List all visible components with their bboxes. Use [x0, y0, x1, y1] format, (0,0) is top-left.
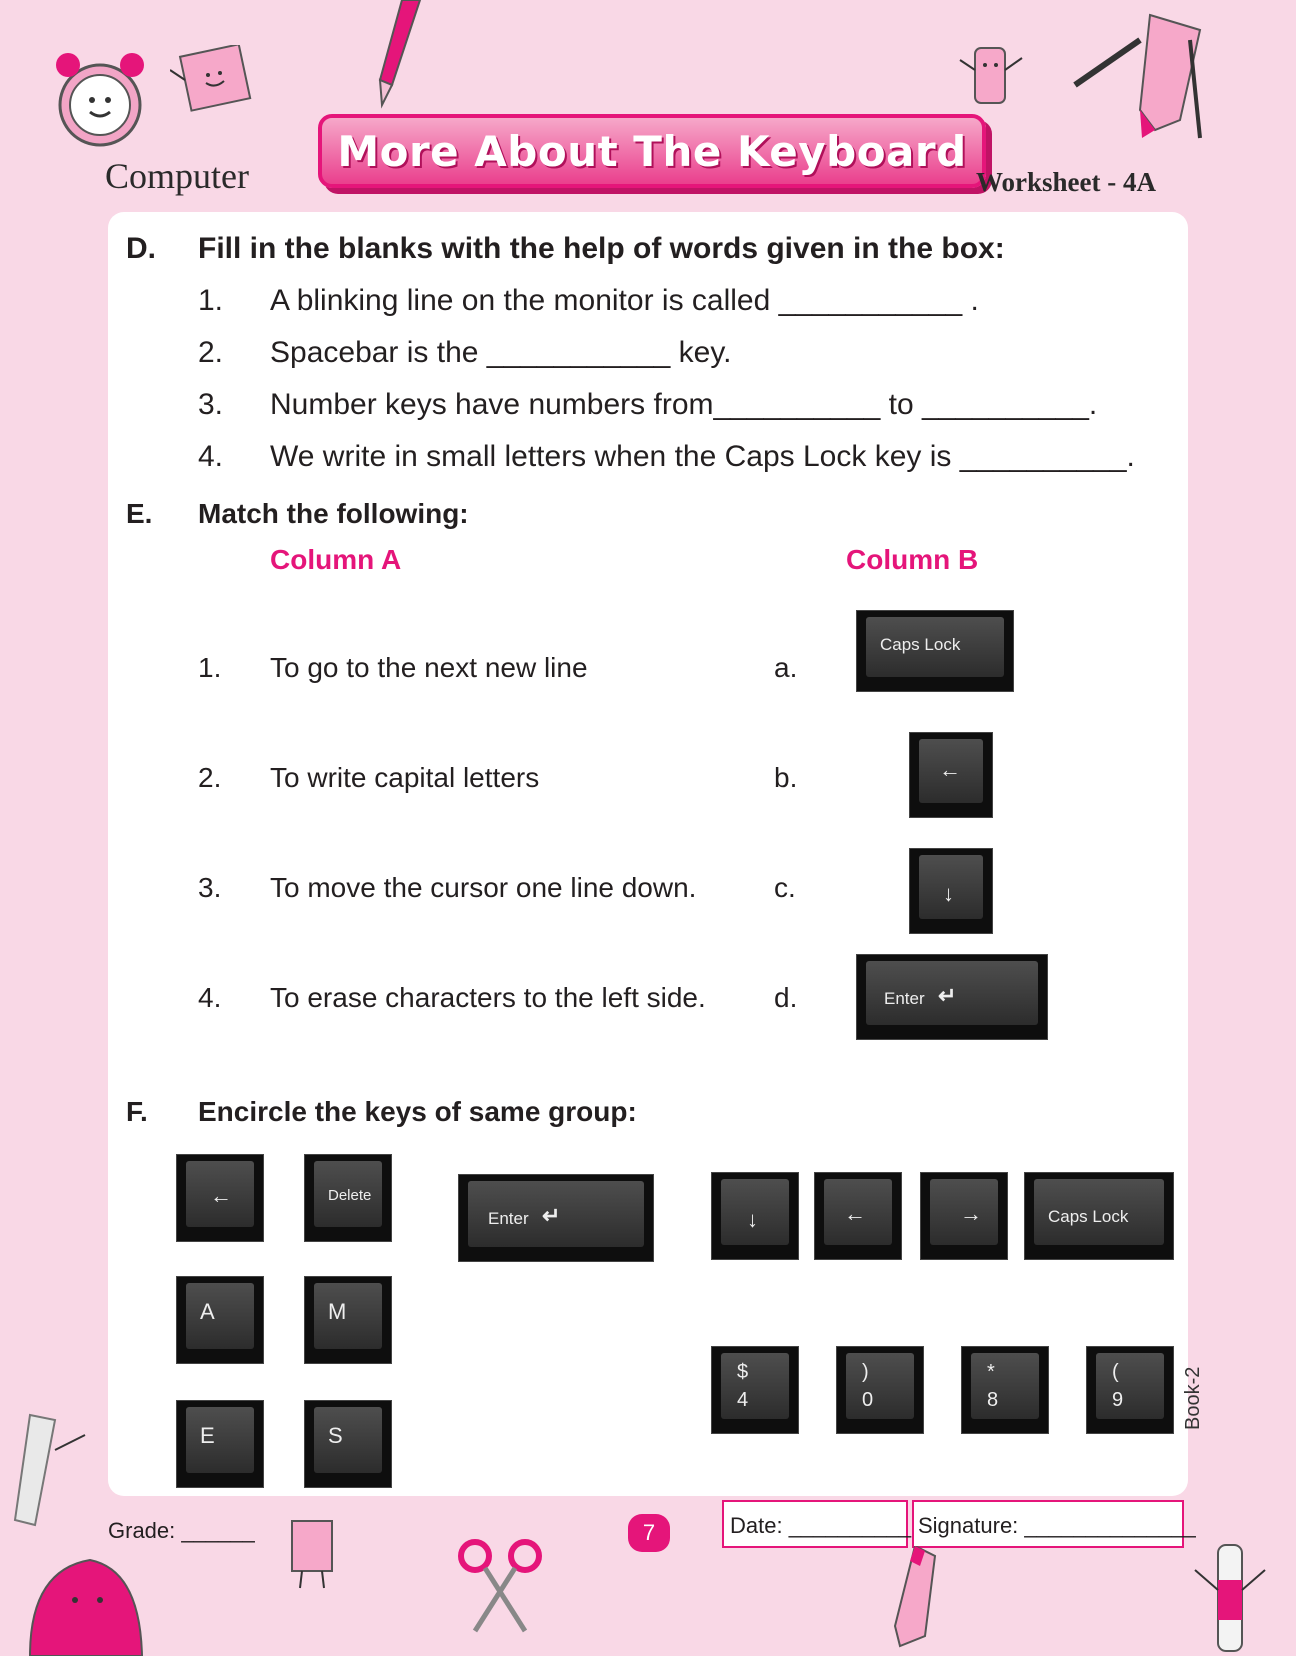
- enter-key[interactable]: [458, 1174, 654, 1262]
- letter-e-key[interactable]: [176, 1400, 264, 1488]
- number-0-top-label: ): [862, 1361, 869, 1383]
- match-d-letter: d.: [774, 982, 798, 1013]
- match-a-letter: a.: [774, 652, 798, 683]
- pen-character-icon: [1190, 1540, 1270, 1656]
- delete-key-label: Delete: [328, 1187, 372, 1204]
- number-9-bottom-label: 9: [1112, 1389, 1124, 1411]
- match-4-number: 4.: [198, 982, 222, 1013]
- section-d-heading: Fill in the blanks with the help of words given in the box:: [198, 232, 1005, 265]
- number-0-key[interactable]: [836, 1346, 924, 1434]
- match-c-letter: c.: [774, 872, 796, 903]
- left-arrow-key[interactable]: [814, 1172, 902, 1260]
- caps-lock-key-label: Caps Lock: [1048, 1207, 1129, 1226]
- left-arrow-icon: ←: [210, 1183, 232, 1208]
- letter-m-label: M: [328, 1299, 347, 1324]
- worksheet-panel: [108, 212, 1188, 1496]
- crayon-character-icon: [885, 1546, 955, 1656]
- number-9-key[interactable]: [1086, 1346, 1174, 1434]
- letter-s-key[interactable]: [304, 1400, 392, 1488]
- notepad-icon: [170, 45, 260, 120]
- caps-lock-key-label: Caps Lock: [880, 635, 961, 654]
- letter-s-label: S: [328, 1423, 343, 1448]
- section-e-heading: Match the following:: [198, 498, 469, 529]
- number-4-key[interactable]: [711, 1346, 799, 1434]
- delete-key[interactable]: [304, 1154, 392, 1242]
- column-b-heading: Column B: [846, 544, 979, 575]
- eraser-icon: [950, 40, 1030, 125]
- letter-a-label: A: [200, 1299, 215, 1324]
- letter-m-key[interactable]: [304, 1276, 392, 1364]
- backspace-arrow-key[interactable]: [176, 1154, 264, 1242]
- letter-a-key[interactable]: [176, 1276, 264, 1364]
- number-8-bottom-label: 8: [987, 1389, 999, 1411]
- ruler-character-icon: [10, 1410, 90, 1530]
- section-f-heading: Encircle the keys of same group:: [198, 1096, 637, 1127]
- pencil-character-icon: [1070, 10, 1220, 140]
- alarm-clock-icon: [50, 40, 150, 155]
- signature-box[interactable]: [912, 1500, 1196, 1548]
- left-arrow-icon: ←: [939, 757, 961, 782]
- enter-key-label: Enter: [488, 1209, 529, 1228]
- date-field: Date: __________: [730, 1513, 912, 1538]
- blank-2-text: Spacebar is the ___________ key.: [270, 336, 732, 369]
- blank-2-number: 2.: [198, 336, 224, 369]
- section-f-letter: F.: [126, 1096, 148, 1127]
- blank-3-text: Number keys have numbers from__________ to __________.: [270, 388, 1098, 421]
- scissors-icon: [455, 1536, 545, 1636]
- blank-3-number: 3.: [198, 388, 224, 421]
- column-a-heading: Column A: [270, 544, 402, 575]
- down-arrow-icon: ↓: [943, 881, 954, 906]
- sharpener-icon: [282, 1516, 346, 1592]
- left-arrow-icon: ←: [844, 1201, 866, 1226]
- enter-arrow-icon: ↵: [938, 983, 957, 1008]
- enter-key-label: Enter: [884, 989, 925, 1008]
- down-arrow-key[interactable]: [711, 1172, 799, 1260]
- worksheet-title-banner: [318, 114, 986, 188]
- caps-lock-key[interactable]: [1024, 1172, 1174, 1260]
- grade-field[interactable]: Grade: ______: [108, 1518, 255, 1543]
- date-box[interactable]: [722, 1500, 912, 1548]
- number-9-top-label: (: [1112, 1361, 1119, 1383]
- down-arrow-key-image: [909, 848, 993, 934]
- worksheet-number: Worksheet - 4A: [976, 167, 1156, 197]
- enter-key-image: [856, 954, 1048, 1040]
- blank-4-number: 4.: [198, 440, 224, 473]
- section-d-letter: D.: [126, 232, 156, 265]
- left-arrow-key-image: [909, 732, 993, 818]
- match-3-number: 3.: [198, 872, 222, 903]
- match-2-number: 2.: [198, 762, 222, 793]
- signature-field: Signature: ______________: [918, 1513, 1196, 1538]
- number-4-top-label: $: [737, 1361, 749, 1383]
- book-label: Book-2: [1182, 1366, 1204, 1430]
- match-2-text: To write capital letters: [270, 762, 540, 793]
- worksheet-title: More About The Keyboard: [337, 126, 967, 176]
- match-1-number: 1.: [198, 652, 222, 683]
- subject-label: Computer: [105, 156, 249, 196]
- right-arrow-icon: →: [960, 1201, 982, 1226]
- blank-1-number: 1.: [198, 284, 224, 317]
- match-3-text: To move the cursor one line down.: [270, 872, 697, 903]
- letter-e-label: E: [200, 1423, 215, 1448]
- section-e-letter: E.: [126, 498, 153, 529]
- number-8-key[interactable]: [961, 1346, 1049, 1434]
- pencil-icon: [372, 0, 432, 110]
- enter-arrow-icon: ↵: [542, 1203, 561, 1228]
- number-8-top-label: *: [987, 1361, 995, 1383]
- match-b-letter: b.: [774, 762, 798, 793]
- blank-1-text: A blinking line on the monitor is called ___________ .: [270, 284, 979, 317]
- down-arrow-icon: ↓: [747, 1207, 758, 1232]
- bag-character-icon: [20, 1530, 150, 1656]
- match-1-text: To go to the next new line: [270, 652, 588, 683]
- page-number-badge: 7: [628, 1514, 670, 1552]
- right-arrow-key[interactable]: [920, 1172, 1008, 1260]
- match-4-text: To erase characters to the left side.: [270, 982, 706, 1013]
- number-4-bottom-label: 4: [737, 1389, 749, 1411]
- blank-4-text: We write in small letters when the Caps Lock key is __________.: [270, 440, 1135, 473]
- number-0-bottom-label: 0: [862, 1389, 874, 1411]
- caps-lock-key-image: [856, 610, 1014, 692]
